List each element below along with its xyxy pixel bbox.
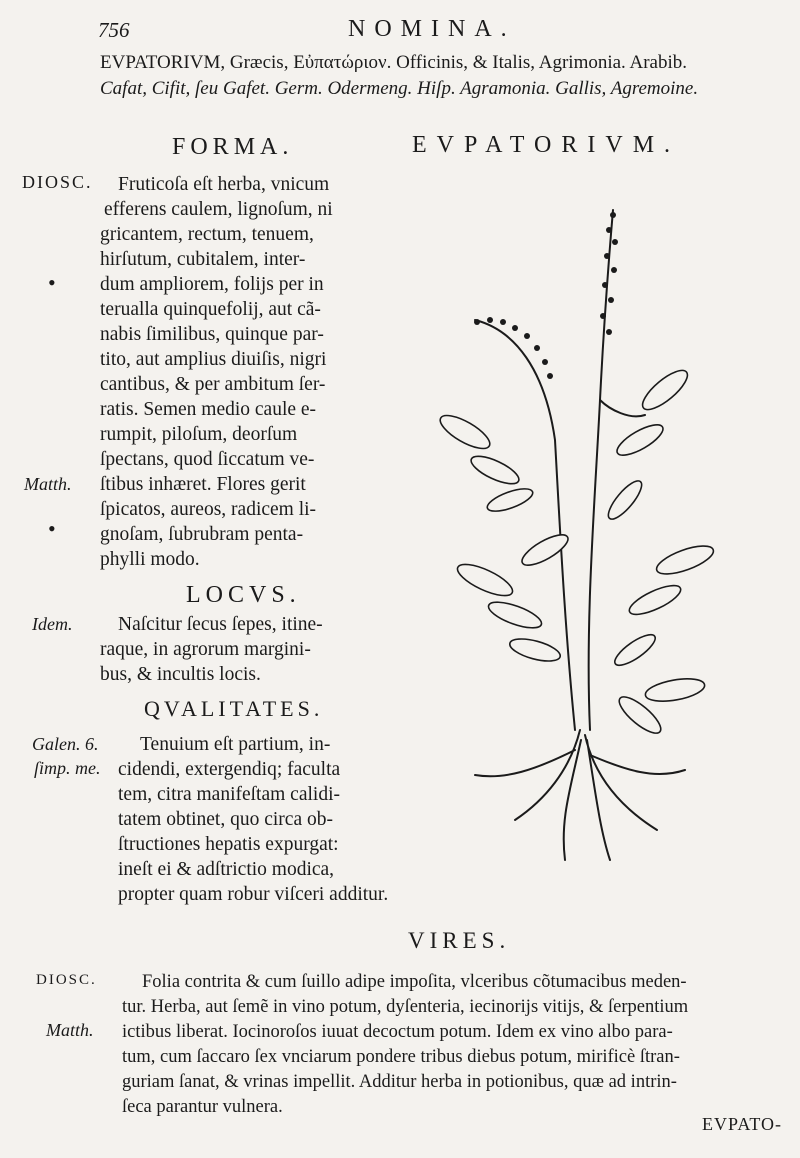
qualitates-line: tatem obtinet, quo circa ob- xyxy=(118,809,333,830)
forma-line: terualla quinquefolij, aut cã- xyxy=(100,299,321,320)
agrimony-woodcut-illustration xyxy=(395,170,735,870)
forma-line: dum ampliorem, folijs per in xyxy=(100,274,324,295)
forma-heading: FORMA. xyxy=(172,134,294,160)
nomina-line-2: Cafat, Cifit, ſeu Gafet. Germ. Odermeng. Hiſp. Agramonia. Gallis, Agremoine. xyxy=(100,78,699,99)
qualitates-line: propter quam robur viſceri additur. xyxy=(118,884,389,905)
vires-line: ſeca parantur vulnera. xyxy=(122,1097,283,1117)
qualitates-line: ineſt ei & adſtrictio modica, xyxy=(118,859,335,880)
forma-line: ratis. Semen medio caule e- xyxy=(100,399,317,420)
forma-line: phylli modo. xyxy=(100,549,200,570)
forma-line: cantibus, & per ambitum ſer- xyxy=(100,374,326,395)
forma-line: rumpit, piloſum, deorſum xyxy=(100,424,298,445)
margin-simp: ſimp. me. xyxy=(34,758,101,778)
running-head: NOMINA. xyxy=(348,16,516,42)
nomina-line-1: EVPATORIVM, Græcis, Εὐπατώριον. Officinis, & Italis, Agrimonia. Arabib. xyxy=(100,52,688,73)
qualitates-line: ſtructiones hepatis expurgat: xyxy=(118,834,339,855)
margin-matth-vires: Matth. xyxy=(46,1020,94,1040)
forma-line: gricantem, rectum, tenuem, xyxy=(100,224,314,245)
vires-line: guriam ſanat, & vrinas impellit. Additur herba in potionibus, quæ ad intrin- xyxy=(122,1072,677,1092)
plant-caption: EVPATORIVM. xyxy=(412,132,681,158)
qualitates-heading: QVALITATES. xyxy=(144,696,324,721)
margin-matth: Matth. xyxy=(24,474,72,494)
vires-line: tur. Herba, aut ſemẽ in vino potum, dyſenteria, iecinorijs vitijs, & ſerpentium xyxy=(122,997,689,1017)
vires-line: tum, cum ſaccaro ſex vnciarum pondere tribus diebus potum, mirificè ſtran- xyxy=(122,1047,680,1067)
forma-line: gnoſam, ſubrubram penta- xyxy=(100,524,304,545)
qualitates-line: Tenuium eſt partium, in- xyxy=(140,734,331,755)
vires-line: Folia contrita & cum ſuillo adipe impoſita, vlceribus cõtumacibus meden- xyxy=(142,972,687,992)
forma-line: ſpectans, quod ſiccatum ve- xyxy=(100,449,315,470)
forma-line: ſpicatos, aureos, radicem li- xyxy=(100,499,317,520)
qualitates-line: cidendi, extergendiq; faculta xyxy=(118,759,341,780)
locus-heading: LOCVS. xyxy=(186,582,301,608)
qualitates-line: tem, citra manifeſtam calidi- xyxy=(118,784,340,805)
margin-diosc: DIOSC. xyxy=(22,172,93,192)
locus-line: bus, & incultis locis. xyxy=(100,664,261,685)
forma-line: Fruticoſa eſt herba, vnicum xyxy=(118,174,330,195)
catchword: EVPATO- xyxy=(701,1114,782,1134)
margin-idem: Idem. xyxy=(32,614,73,634)
margin-diosc-vires: DIOSC. xyxy=(36,972,97,988)
forma-line: tito, aut amplius diuiſis, nigri xyxy=(100,349,327,370)
margin-galen: Galen. 6. xyxy=(32,734,99,754)
forma-line: efferens caulem, lignoſum, ni xyxy=(104,199,333,220)
locus-line: Naſcitur ſecus ſepes, itine- xyxy=(118,614,323,635)
vires-heading: VIRES. xyxy=(408,928,511,953)
vires-line: ictibus liberat. Iocinoroſos iuuat decoctum potum. Idem ex vino albo para- xyxy=(122,1022,673,1042)
page-number: 756 xyxy=(98,18,130,42)
locus-line: raque, in agrorum margini- xyxy=(100,639,311,660)
forma-line: hirſutum, cubitalem, inter- xyxy=(100,249,306,270)
forma-line: ſtibus inhæret. Flores gerit xyxy=(100,474,306,495)
margin-dot-2: • xyxy=(48,516,56,541)
forma-line: nabis ſimilibus, quinque par- xyxy=(100,324,324,345)
margin-dot-1: • xyxy=(48,270,56,295)
